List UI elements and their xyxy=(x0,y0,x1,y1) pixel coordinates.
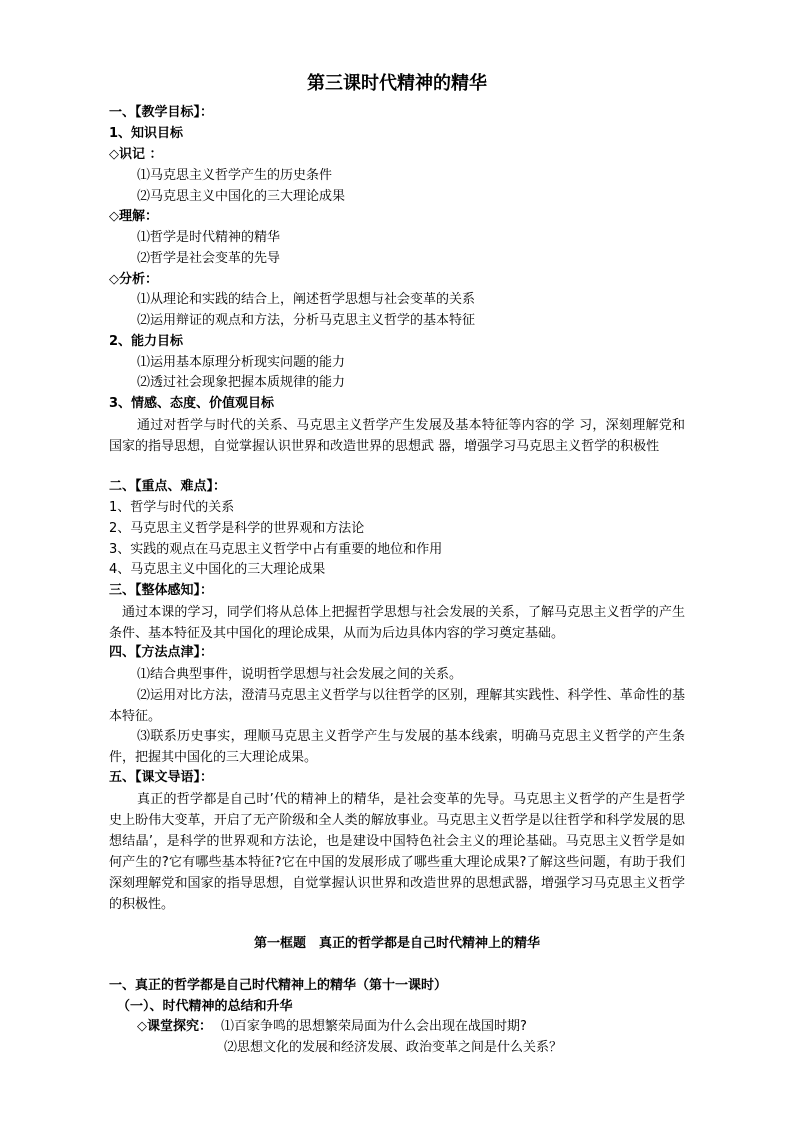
paragraph-method-1: ⑴结合典型事件，说明哲学思想与社会发展之间的关系。 xyxy=(137,667,463,682)
frame-title: 第一框题 真正的哲学都是自己时代精神上的精华 xyxy=(253,936,540,951)
label-remember: ◇识记 ： xyxy=(109,147,163,162)
list-item: ⑵透过社会现象把握本质规律的能力 xyxy=(137,375,346,390)
section-heading-methods: 四、【方法点津】： xyxy=(109,645,214,660)
paragraph-method-3: ⑶联系历史事实，理顺马克思主义哲学产生与发展的基本线索，明确马克思主义哲学的产生条件，把握其中国化的三大理论成果。 xyxy=(109,729,685,765)
paragraph-emotion: 通过对哲学与时代的关系、马克思主义哲学产生发展及基本特征等内容的学 习，深刻理解党和国家的指导思想，自觉掌握认识世界和改造世界的思想武 器，增强学习马克思主义哲学的积极性 xyxy=(109,418,685,454)
paragraph-overview: 通过本课的学习，同学们将从总体上把握哲学思想与社会发展的关系，了解马克思主义哲学的产生条件、基本特征及其中国化的理论成果，从而为后边具体内容的学习奠定基础。 xyxy=(109,605,685,641)
list-item: ⑴从理论和实践的结合上，阐述哲学思想与社会变革的关系 xyxy=(137,292,476,307)
list-item: ⑵思想文化的发展和经济发展、政治变革之间是什么关系？ xyxy=(224,1040,563,1055)
list-item: ⑵哲学是社会变革的先导 xyxy=(137,251,281,266)
label-explore: ◇课堂探究： xyxy=(137,1019,212,1034)
list-item: ⑵马克思主义中国化的三大理论成果 xyxy=(137,189,346,204)
section-heading-intro: 五、【课文导语】： xyxy=(109,770,214,785)
paragraph-method-2: ⑵运用对比方法，澄清马克思主义哲学与以往哲学的区别，理解其实践性、科学性、革命性的基本特征。 xyxy=(109,688,685,724)
list-item: 3、实践的观点在马克思主义哲学中占有重要的地位和作用 xyxy=(109,542,443,557)
section-heading-keypoints: 二、【重点、难点】： xyxy=(109,479,227,494)
subheading-emotion: 3、情感、态度、价值观目标 xyxy=(109,396,275,411)
list-item: ⑴百家争鸣的思想繁荣局面为什么会出现在战国时期? xyxy=(221,1019,527,1034)
section-heading-overview: 三、【整体感知】： xyxy=(109,583,214,598)
list-item: 2、马克思主义哲学是科学的世界观和方法论 xyxy=(109,521,365,536)
list-item: 1、哲学与时代的关系 xyxy=(109,500,235,515)
list-item: ⑴哲学是时代精神的精华 xyxy=(137,230,281,245)
label-understand: ◇理解： xyxy=(109,209,158,224)
section-heading-1: 一、真正的哲学都是自己时代精神上的精华（第十一课时） xyxy=(109,978,448,993)
subsection-heading: （一）、时代精神的总结和升华 xyxy=(117,999,293,1014)
paragraph-intro: 真正的哲学都是自己时’代的精神上的精华，是社会变革的先导。马克思主义哲学的产生是哲学史上盼伟大变革，开启了无产阶级和全人类的解放事业。马克思主义哲学是以往哲学和科学发展的思想结晶’，是科学的世界观和方法论，也是建设中国特色社会主义的理论基础。马克思主义哲学是如何产生的?它有哪些基本特征?它在中国的发展形成了哪些重大理论成果?了解这些问题，有助于我们深刻理解党和国家的指导思想，自觉掌握认识世界和改造世界的思想武器，增强学习马克思主义哲学的积极性。 xyxy=(109,792,685,912)
label-analyze: ◇分析： xyxy=(109,272,158,287)
page-title: 第三课时代精神的精华 xyxy=(307,73,487,94)
subheading-knowledge: 1、知识目标 xyxy=(109,126,184,141)
list-item: ⑵运用辩证的观点和方法，分析马克思主义哲学的基本特征 xyxy=(137,313,476,328)
section-heading-objectives: 一、【教学目标】： xyxy=(109,105,214,120)
list-item: ⑴运用基本原理分析现实问题的能力 xyxy=(137,355,346,370)
subheading-ability: 2、能力目标 xyxy=(109,334,184,349)
list-item: ⑴马克思主义哲学产生的历史条件 xyxy=(137,168,333,183)
list-item: 4、马克思主义中国化的三大理论成果 xyxy=(109,562,326,577)
